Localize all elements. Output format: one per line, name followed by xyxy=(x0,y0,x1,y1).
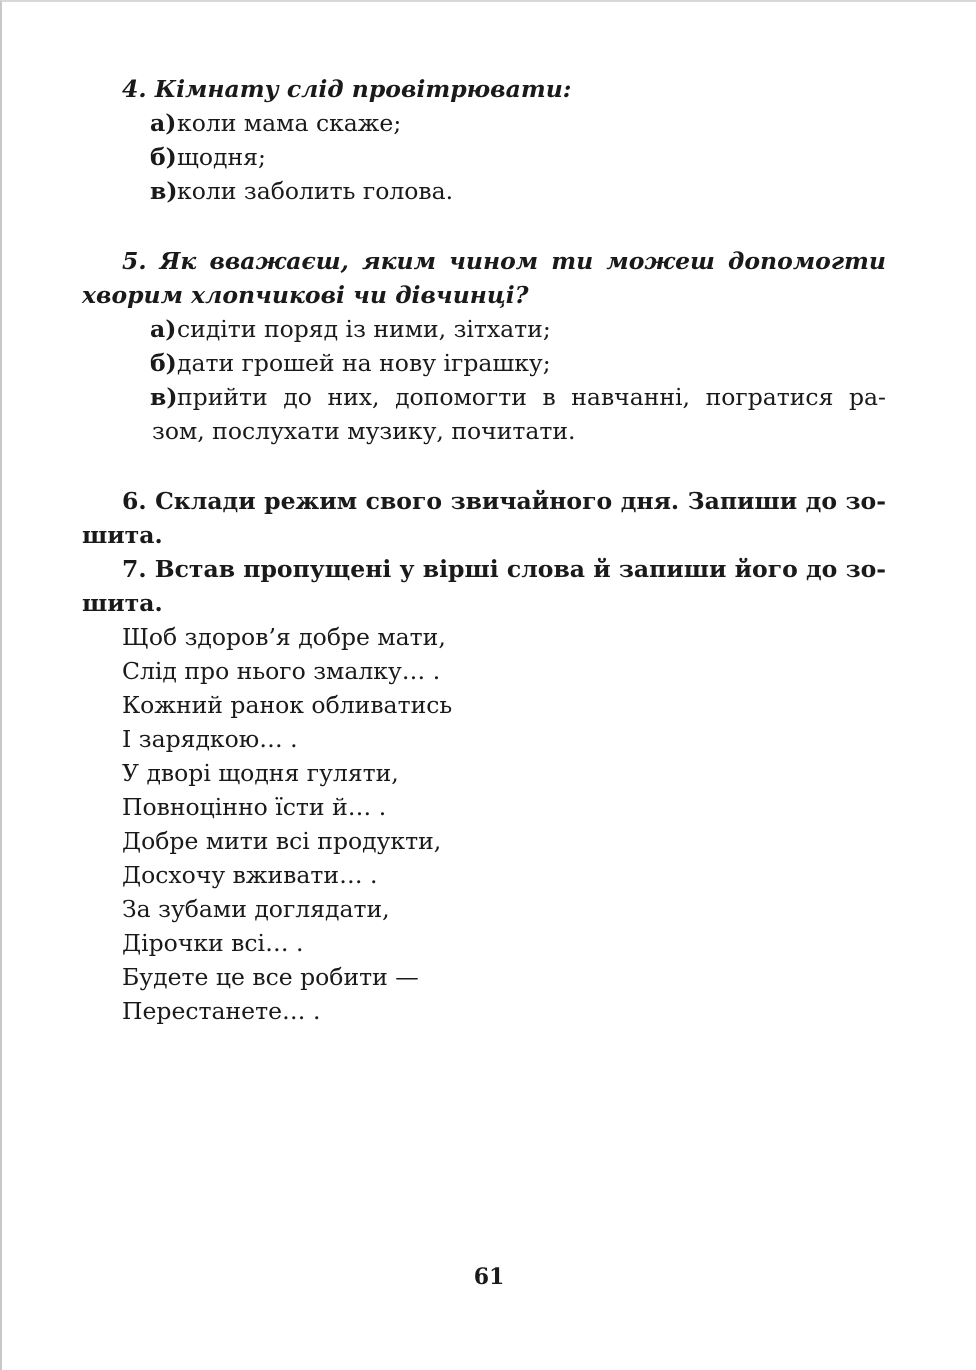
question-5-title-line-1: 5. Як вважаєш, яким чином ти можеш допомогти xyxy=(122,247,886,275)
option-label: в) xyxy=(150,383,178,411)
question-7-line-1: 7. Встав пропущені у вірші слова й запиши його до зо- xyxy=(122,555,886,583)
question-4-option-b xyxy=(82,140,886,174)
question-5-title-line-2: хворим хлопчикові чи дівчинці? xyxy=(82,281,529,309)
option-text: коли мама скаже; xyxy=(177,109,402,137)
question-4 xyxy=(82,72,886,208)
poem-line: У дворі щодня гуляти, xyxy=(122,759,399,787)
poem-line: За зубами доглядати, xyxy=(122,895,390,923)
spacer xyxy=(82,208,886,244)
option-label: а) xyxy=(150,315,177,343)
option-label: б) xyxy=(150,349,177,377)
poem-line: Дірочки всі… . xyxy=(122,929,304,957)
poem-line: Щоб здоров’я добре мати, xyxy=(122,623,446,651)
option-text: дати грошей на нову іграшку; xyxy=(177,349,551,377)
question-5 xyxy=(82,244,886,448)
poem-line: І зарядкою… . xyxy=(122,725,298,753)
poem-line: Слід про нього змалку… . xyxy=(122,657,441,685)
question-5-option-c-continuation: зом, послухати музику, почитати. xyxy=(152,417,576,445)
poem-line: Будете це все робити — xyxy=(122,963,419,991)
question-5-option-b xyxy=(82,346,886,380)
poem-line: Перестанете… . xyxy=(122,997,321,1025)
spacer xyxy=(82,448,886,484)
option-label: а) xyxy=(150,109,177,137)
question-7-line-2: шита. xyxy=(82,589,163,617)
option-text: коли заболить голова. xyxy=(177,177,454,205)
question-6-line-1: 6. Склади режим свого звичайного дня. Запиши до зо- xyxy=(122,487,886,515)
option-label: в) xyxy=(150,177,178,205)
page-content xyxy=(82,72,886,1028)
option-text: сидіти поряд із ними, зітхати; xyxy=(177,315,551,343)
option-text: прийти до них, допомогти в навчанні, погратися ра- xyxy=(177,383,886,411)
option-label: б) xyxy=(150,143,177,171)
question-5-option-a xyxy=(82,312,886,346)
option-text: щодня; xyxy=(177,143,266,171)
page-number: 61 xyxy=(473,1264,505,1290)
poem-line: Кожний ранок обливатись xyxy=(122,691,453,719)
poem-line: Досхочу вживати… . xyxy=(122,861,378,889)
poem-line: Добре мити всі продукти, xyxy=(122,827,442,855)
poem-line: Повноцінно їсти й… . xyxy=(122,793,387,821)
question-6 xyxy=(82,484,886,552)
question-4-title: 4. Кімнату слід провітрювати: xyxy=(122,75,572,103)
question-4-option-c xyxy=(82,174,886,208)
question-4-option-a xyxy=(82,106,886,140)
question-7 xyxy=(82,552,886,620)
question-5-option-c xyxy=(82,380,886,414)
poem xyxy=(82,620,886,1028)
question-6-line-2: шита. xyxy=(82,521,163,549)
